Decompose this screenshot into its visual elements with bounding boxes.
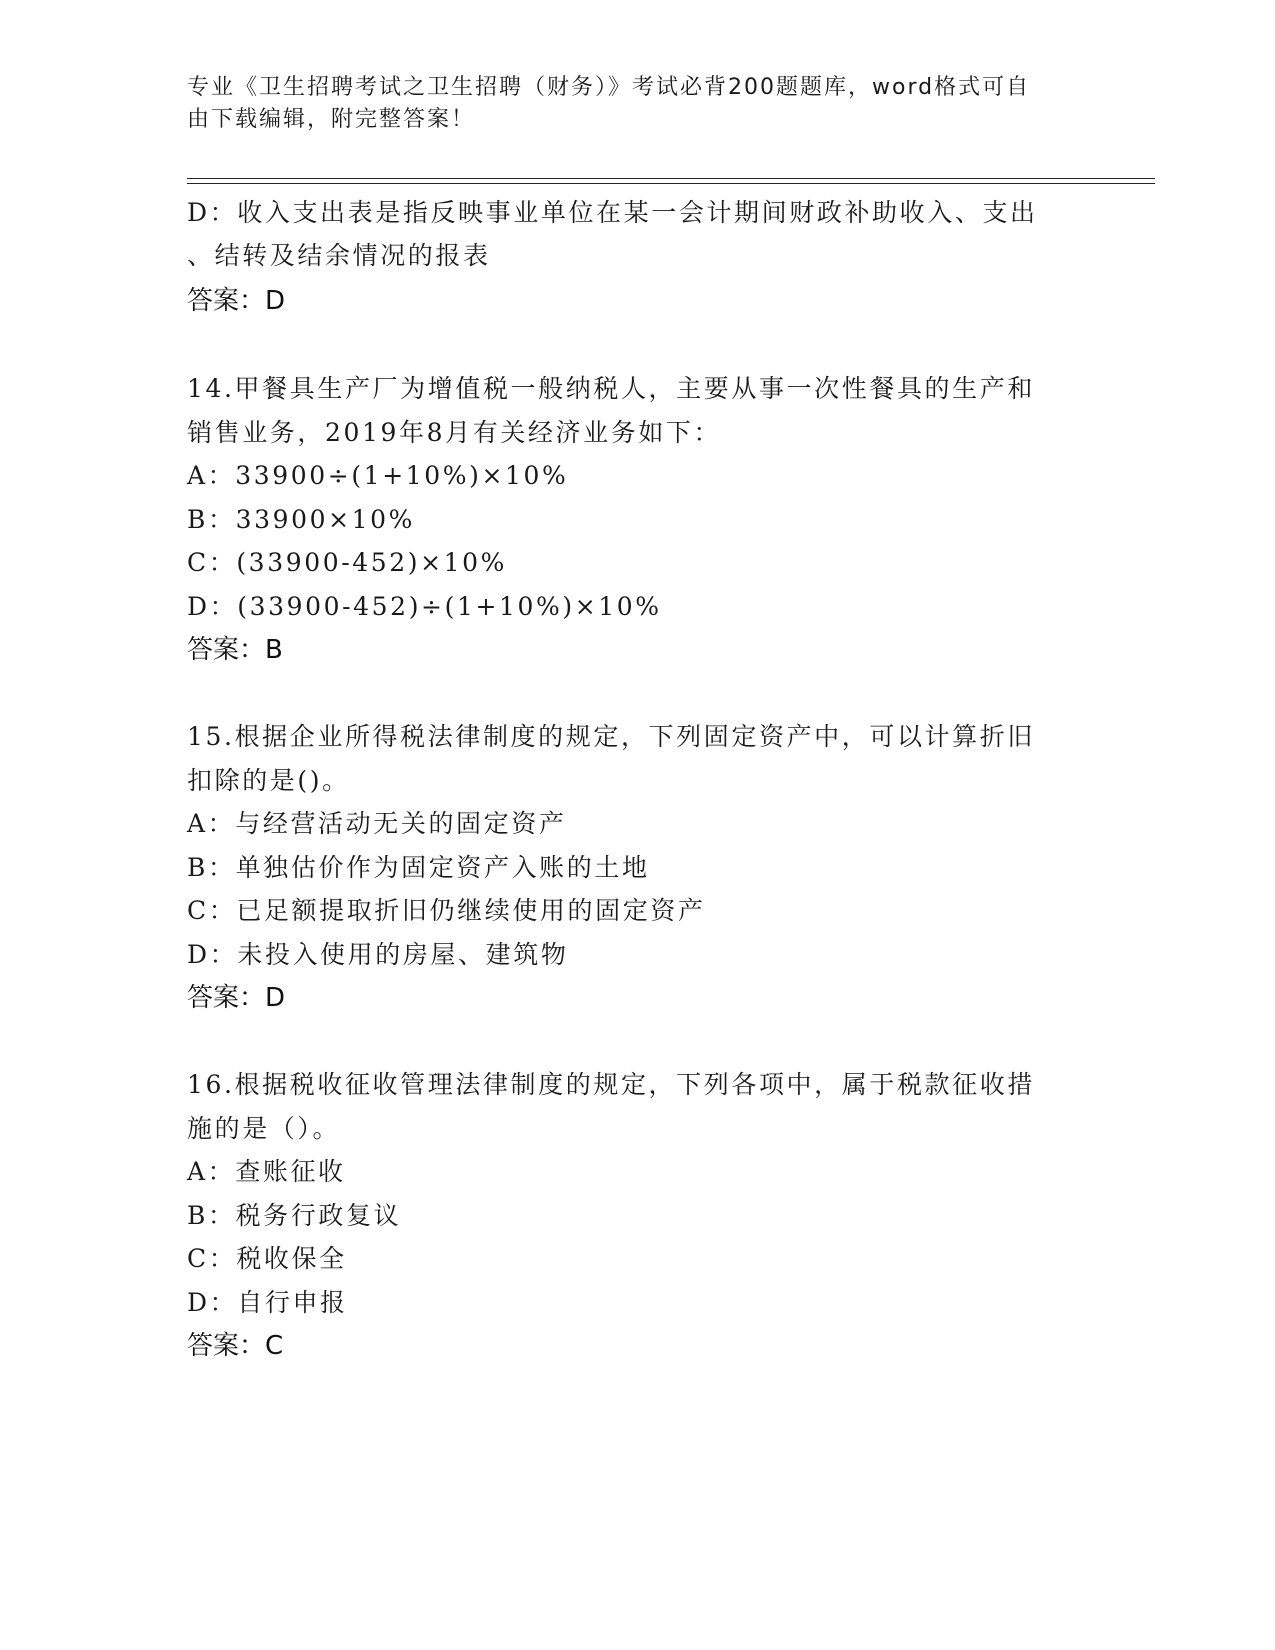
q14-option-b: B：33900×10% — [187, 505, 416, 534]
header-divider-bottom — [187, 183, 1155, 184]
q14-option-c: C：(33900-452)×10% — [187, 548, 508, 577]
header-divider-top — [187, 178, 1155, 179]
q15-option-c: C：已足额提取折旧仍继续使用的固定资产 — [187, 896, 706, 925]
q15-answer: 答案：D — [187, 983, 286, 1013]
q16-option-b: B：税务行政复议 — [187, 1201, 402, 1230]
q13-answer: 答案：D — [187, 286, 286, 316]
q14-stem-line2: 销售业务，2019年8月有关经济业务如下： — [187, 418, 722, 447]
header-line-2: 由下载编辑，附完整答案！ — [187, 107, 476, 132]
q14-option-d: D：(33900-452)÷(1+10%)×10% — [187, 592, 662, 621]
q16-option-c: C：税收保全 — [187, 1244, 347, 1273]
q14-answer: 答案：B — [187, 635, 283, 665]
q16-option-a: A：查账征收 — [187, 1157, 346, 1186]
document-header — [187, 72, 1067, 136]
q15-stem-line2: 扣除的是()。 — [187, 766, 350, 795]
q15-option-a: A：与经营活动无关的固定资产 — [187, 809, 567, 838]
q16-answer: 答案：C — [187, 1331, 284, 1361]
q15-stem-line1: 15.根据企业所得税法律制度的规定，下列固定资产中，可以计算折旧 — [187, 722, 1035, 751]
q14-option-a: A：33900÷(1+10%)×10% — [187, 461, 569, 490]
q16-stem-line2: 施的是（）。 — [187, 1114, 341, 1143]
header-line-1: 专业《卫生招聘考试之卫生招聘（财务）》考试必背200题题库，word格式可自 — [187, 75, 1031, 100]
q13-option-d-line2: 、结转及结余情况的报表 — [187, 241, 491, 270]
q16-option-d: D：自行申报 — [187, 1288, 348, 1317]
q13-option-d-line1: D：收入支出表是指反映事业单位在某一会计期间财政补助收入、支出 — [187, 198, 1038, 227]
q14-stem-line1: 14.甲餐具生产厂为增值税一般纳税人，主要从事一次性餐具的生产和 — [187, 374, 1035, 403]
q15-option-d: D：未投入使用的房屋、建筑物 — [187, 940, 569, 969]
q15-option-b: B：单独估价作为固定资产入账的土地 — [187, 853, 650, 882]
q16-stem-line1: 16.根据税收征收管理法律制度的规定，下列各项中，属于税款征收措 — [187, 1070, 1035, 1099]
